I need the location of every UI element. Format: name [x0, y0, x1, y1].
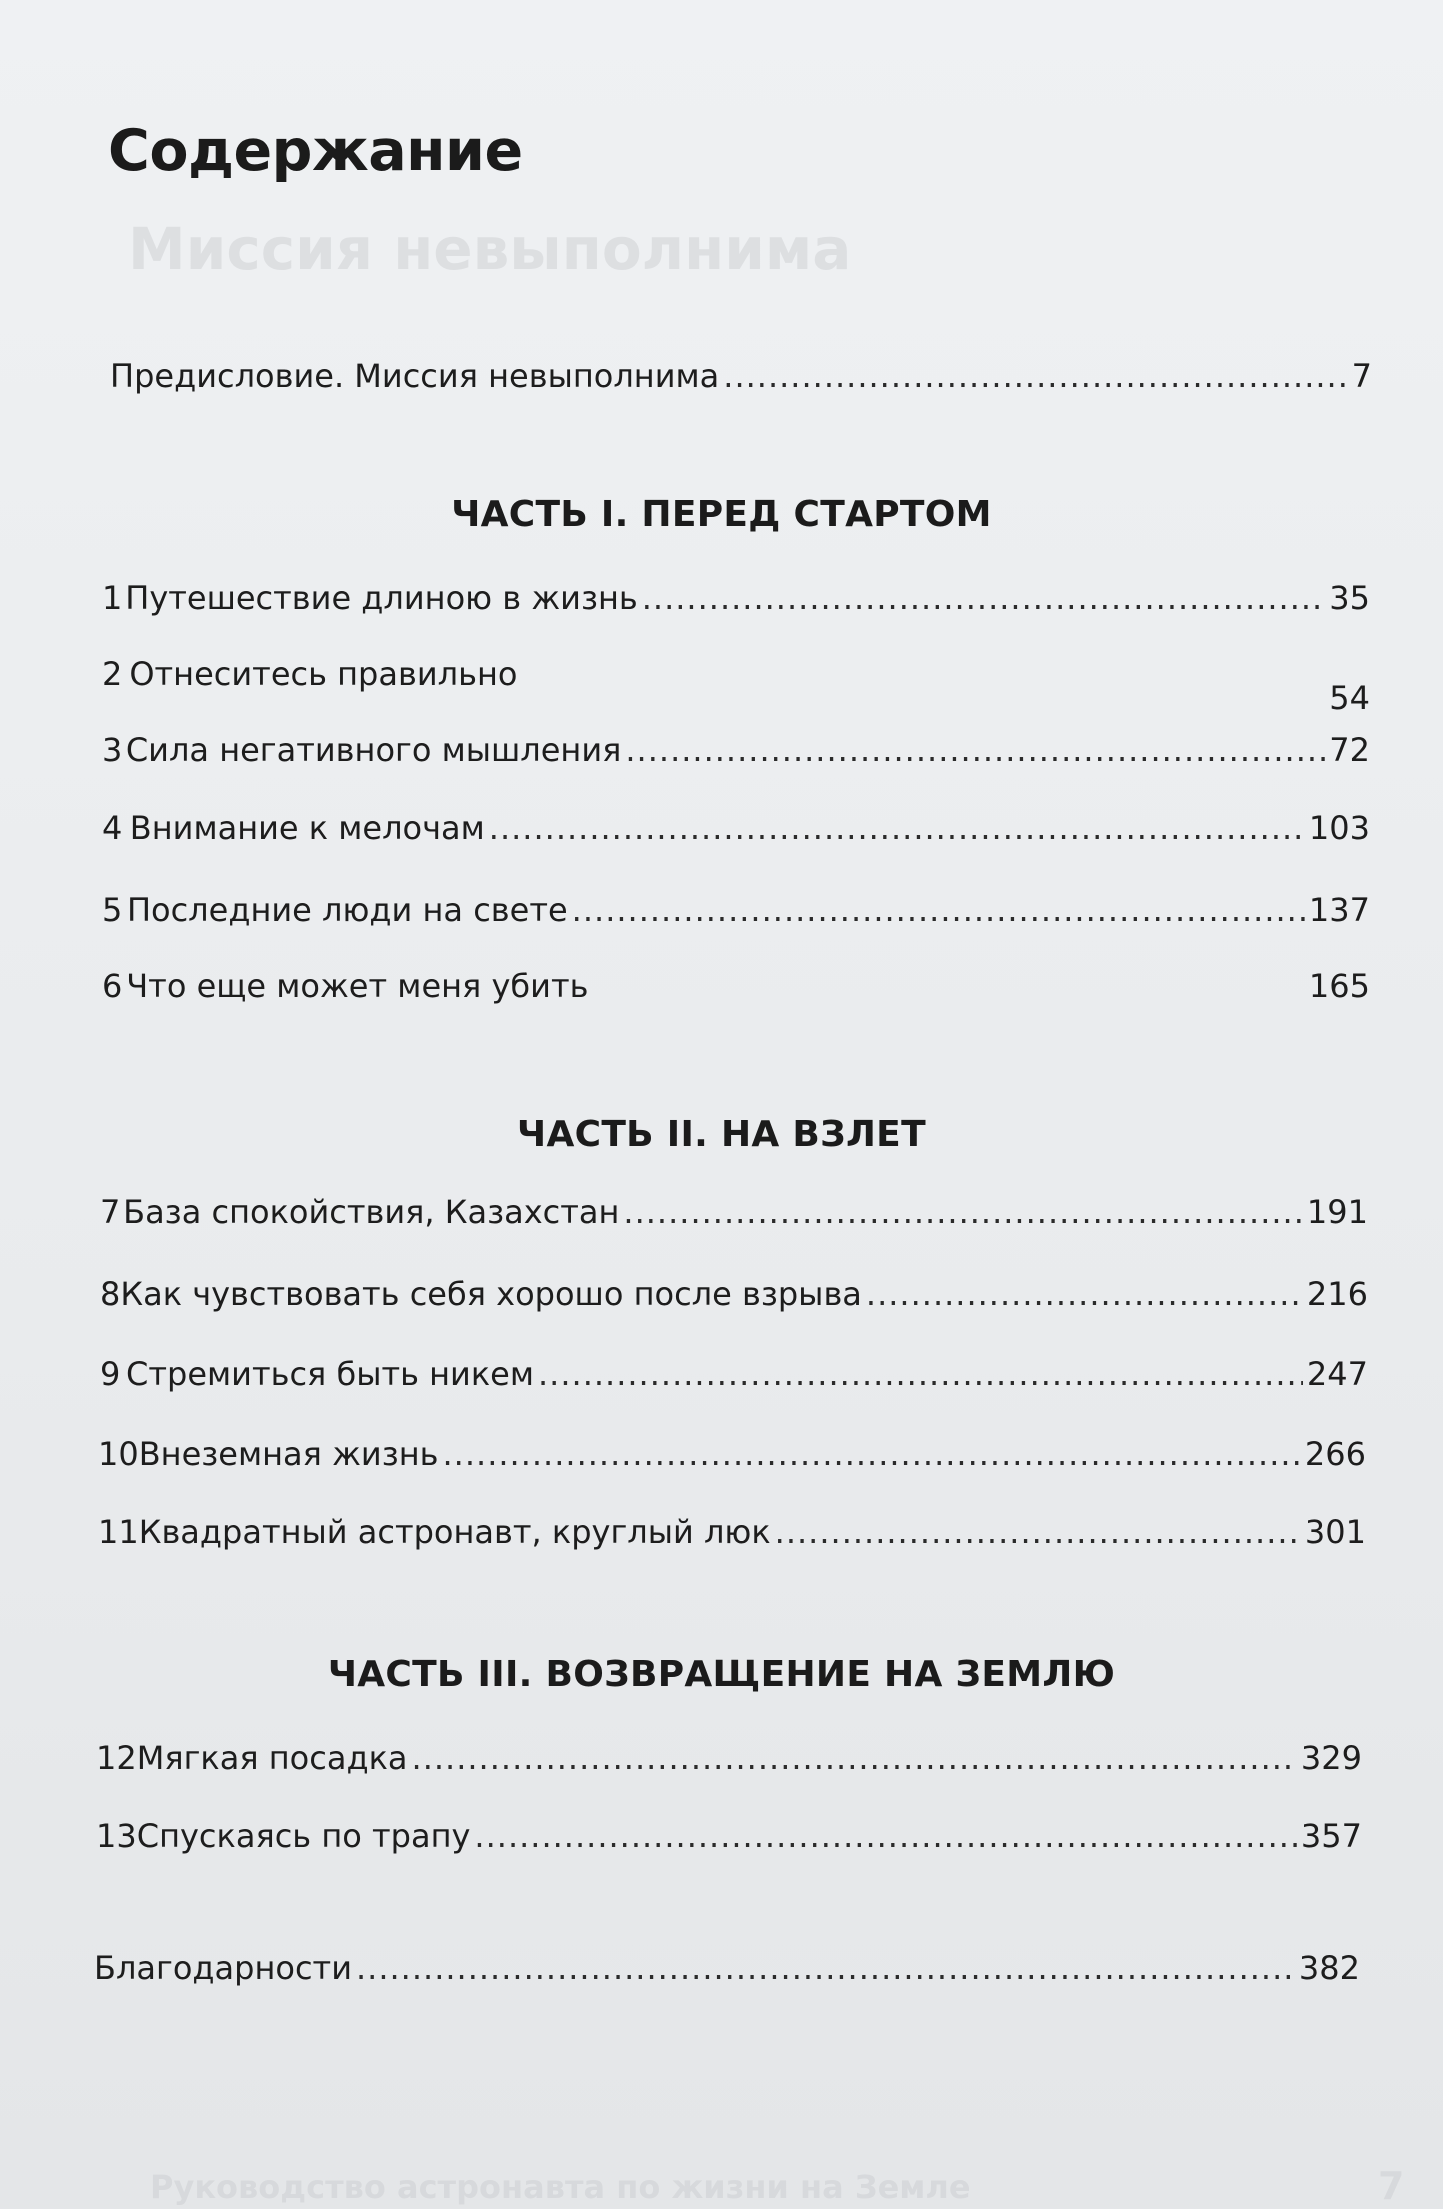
toc-entry-title: Отнеситесь правильно: [129, 655, 518, 693]
toc-entry-preface[interactable]: [110, 356, 1372, 396]
chapter-number: 11: [98, 1513, 139, 1551]
toc-entry-title: Как чувствовать себя хорошо после взрыва: [120, 1275, 862, 1313]
chapter-number: 3: [102, 731, 123, 769]
toc-entry-page: 382: [1298, 1949, 1360, 1987]
chapter-number: 9: [100, 1355, 121, 1393]
leader-dots: [723, 356, 1347, 396]
toc-entry-title: Стремиться быть никем: [126, 1355, 534, 1393]
leader-dots: [775, 1512, 1301, 1552]
leader-dots: [474, 1816, 1297, 1856]
toc-entry-acknowledgements[interactable]: [94, 1948, 1360, 1988]
chapter-number: 8: [100, 1275, 121, 1313]
bleed-through-title: Миссия невыполнима: [128, 215, 852, 283]
part-heading: ЧАСТЬ III. ВОЗВРАЩЕНИЕ НА ЗЕМЛЮ: [327, 1654, 1116, 1695]
leader-dots: [866, 1274, 1303, 1314]
toc-entry[interactable]: [102, 808, 1370, 848]
part-heading: ЧАСТЬ II. НА ВЗЛЕТ: [517, 1114, 926, 1155]
chapter-number: 1: [102, 579, 123, 617]
toc-entry-title: Спускаясь по трапу: [136, 1817, 471, 1855]
toc-entry[interactable]: [100, 1354, 1368, 1394]
chapter-number: 13: [96, 1817, 137, 1855]
chapter-number: 5: [102, 891, 123, 929]
toc-entry-page: 301: [1304, 1513, 1366, 1551]
toc-entry-page: 103: [1308, 809, 1370, 847]
leader-dots: [412, 1738, 1297, 1778]
toc-entry-page: 357: [1300, 1817, 1362, 1855]
leader-dots: [443, 1434, 1301, 1474]
toc-entry-title: Путешествие длиною в жизнь: [125, 579, 638, 617]
toc-entry-page: 54: [1329, 679, 1370, 717]
leader-dots: [356, 1948, 1295, 1988]
toc-entry-title: Что еще может меня убить: [126, 967, 589, 1005]
toc-entry-title: База спокойствия, Казахстан: [123, 1193, 620, 1231]
toc-entry[interactable]: [96, 1816, 1362, 1856]
toc-entry-title: Квадратный астронавт, круглый люк: [138, 1513, 771, 1551]
toc-entry-page: 165: [1308, 967, 1370, 1005]
toc-entry-title: Предисловие. Миссия невыполнима: [110, 357, 720, 395]
toc-entry-page: 266: [1304, 1435, 1366, 1473]
chapter-number: 2: [102, 655, 123, 693]
chapter-number: 12: [96, 1739, 137, 1777]
toc-entry[interactable]: [100, 1274, 1368, 1314]
toc-entry-title: Внимание к мелочам: [129, 809, 485, 847]
toc-entry[interactable]: [102, 890, 1370, 930]
chapter-number: 7: [100, 1193, 121, 1231]
chapter-number: 10: [98, 1435, 139, 1473]
toc-entry[interactable]: [102, 966, 1370, 1006]
toc-entry[interactable]: [98, 1512, 1366, 1552]
leader-dots: [625, 730, 1325, 770]
toc-entry-title: Благодарности: [94, 1949, 352, 1987]
toc-entry-title: Внеземная жизнь: [138, 1435, 439, 1473]
toc-entry-page: 247: [1306, 1355, 1368, 1393]
toc-entry-page: 329: [1300, 1739, 1362, 1777]
toc-entry[interactable]: [102, 578, 1370, 618]
toc-entry-title: Последние люди на свете: [126, 891, 568, 929]
bleed-through-footer: Руководство астронавта по жизни на Земле: [150, 2168, 971, 2206]
chapter-number: 6: [102, 967, 123, 1005]
bleed-through-page-number: 7: [1378, 2164, 1405, 2208]
leader-dots: [538, 1354, 1303, 1394]
chapter-number: 4: [102, 809, 123, 847]
toc-entry-page: 191: [1306, 1193, 1368, 1231]
toc-entry-page: 216: [1306, 1275, 1368, 1313]
leader-dots: [623, 1192, 1303, 1232]
leader-dots: [642, 578, 1326, 618]
toc-entry[interactable]: [98, 1434, 1366, 1474]
toc-heading: Содержание: [108, 118, 523, 184]
toc-entry-title: Сила негативного мышления: [125, 731, 622, 769]
toc-entry[interactable]: [102, 730, 1370, 770]
toc-entry-page: 7: [1351, 357, 1372, 395]
toc-entry[interactable]: [96, 1738, 1362, 1778]
leader-dots: [489, 808, 1305, 848]
toc-entry[interactable]: [100, 1192, 1368, 1232]
toc-entry[interactable]: [102, 654, 1370, 717]
toc-entry-page: 137: [1308, 891, 1370, 929]
toc-entry-page: 35: [1329, 579, 1370, 617]
toc-entry-title: Мягкая посадка: [136, 1739, 408, 1777]
toc-entry-page: 72: [1329, 731, 1370, 769]
leader-dots: [572, 890, 1305, 930]
part-heading: ЧАСТЬ I. ПЕРЕД СТАРТОМ: [451, 494, 992, 535]
